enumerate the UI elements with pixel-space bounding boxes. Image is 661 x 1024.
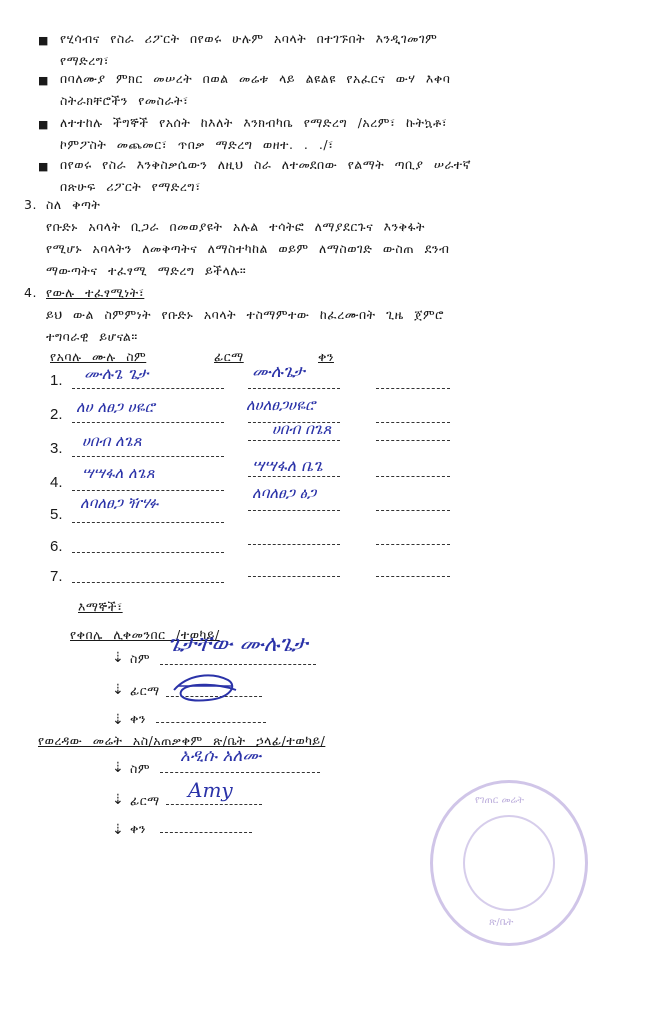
member-signature: ሙሉጌታ xyxy=(252,362,305,382)
name-line xyxy=(72,456,224,457)
bullet-icon: ■ xyxy=(38,34,49,47)
row-number: 6. xyxy=(50,538,63,555)
section-3-title: ስለ ቅጣት xyxy=(46,197,101,212)
date-line xyxy=(376,422,450,423)
name-line xyxy=(72,582,224,583)
section-3-line-3: ማውጣትና ተፈፃሚ ማድረግ ይችላሉ። xyxy=(46,263,247,278)
date-line xyxy=(376,510,450,511)
name-line xyxy=(72,490,224,491)
section-3-line-2: የሚሆኑ አባላትን ለመቅጣትና ለማስተካከል ወይም ለማስወገድ ውስጠ ደንብ xyxy=(46,241,450,256)
office-date-label: ቀን xyxy=(130,821,146,836)
arrow-down-icon: ⇣ xyxy=(112,682,124,698)
kebele-name-label: ስም xyxy=(130,651,151,666)
member-signature: ለባለፀጋ ፅጋ xyxy=(252,484,317,502)
bullet-3-line-1: ለተተከሉ ችግኞች የአሰት ከእለት እንክብካቤ የማድረግ /አረም፣ ኩትኳቶ፣ xyxy=(60,115,448,130)
signature-line xyxy=(248,576,340,577)
bullet-4-line-2: በጽሁፍ ሪፖርት የማድረግ፣ xyxy=(60,179,201,194)
bullet-icon: ■ xyxy=(38,118,49,131)
date-line xyxy=(376,440,450,441)
bullet-3-line-2: ኮምፖስት መጨመር፣ ጥበቃ ማድረግ ወዘተ. . ./፣ xyxy=(60,137,334,152)
signature-line xyxy=(248,440,340,441)
member-signature: ሣሣፋለ ቤጌ xyxy=(252,456,323,475)
stamp-text-top: የገጠር መሬት xyxy=(475,795,525,806)
bullet-1-line-1: የሂሳብና የስራ ሪፖርት በየወሩ ሁሉም አባላት በተገኙበት እንዲገመገም xyxy=(60,31,438,46)
arrow-down-icon: ⇣ xyxy=(112,822,124,838)
kebele-chair-title: የቀበሌ ሊቀመንበር /ተወካይ/ xyxy=(70,627,220,642)
row-number: 3. xyxy=(50,440,63,457)
member-name-handwritten: ሀበብ ለጌጸ xyxy=(82,432,142,450)
signature-line xyxy=(248,544,340,545)
bullet-1-line-2: የማድረግ፣ xyxy=(60,53,110,68)
member-name-handwritten: ለሀ ለፀጋ ሀዬሮ xyxy=(76,398,155,416)
member-signature: ለሀለፀጋሀዬሮ xyxy=(246,396,316,414)
bullet-2-line-1: በባለሙያ ምክር መሠረት በወል መሬቱ ላይ ልዩልዩ የአፈርና ውሃ እቀባ xyxy=(60,71,451,86)
name-line xyxy=(72,388,224,389)
office-name-line xyxy=(160,772,320,773)
member-name-handwritten: ሣሣፋለ ለጌጸ xyxy=(82,464,155,482)
bullet-2-line-2: ስትራክቸሮችን የመስራት፣ xyxy=(60,93,189,108)
witnesses-title: እማኞች፣ xyxy=(78,599,123,614)
member-name-handwritten: ሙሉጌ ጌታ xyxy=(84,364,149,383)
member-name-handwritten: ለባለፀጋ ዥሃፉ xyxy=(80,494,159,512)
section-3-line-1: የቡድኑ አባላት ቢጋራ በመወያዩት አሉል ተሳትፎ ለማያደርጉና እንቅፋት xyxy=(46,219,425,234)
arrow-down-icon: ⇣ xyxy=(112,760,124,776)
date-line xyxy=(376,544,450,545)
stamp-text-bottom: ጽ/ቤት xyxy=(489,917,514,928)
name-line xyxy=(72,422,224,423)
date-line xyxy=(376,388,450,389)
section-4-line-1: ይህ ውል ስምምነት የቡድኑ አባላት ተስማምተው ከፈረሙበት ጊዜ ጀምሮ xyxy=(46,307,444,322)
date-line xyxy=(376,576,450,577)
kebele-signature-scribble xyxy=(168,668,242,708)
kebele-date-line xyxy=(156,722,266,723)
name-line xyxy=(72,522,224,523)
section-4-line-2: ተግባራዊ ይሆናል። xyxy=(46,329,138,344)
office-name-label: ስም xyxy=(130,761,151,776)
bullet-4-line-1: በየወሩ የስራ እንቅስቃሴውን ለዚህ ስራ ለተመደበው የልማት ጣቢያ ሠራተኛ xyxy=(60,157,472,172)
signature-line xyxy=(248,510,340,511)
office-date-line xyxy=(160,832,252,833)
date-line xyxy=(376,476,450,477)
office-name-handwritten: አዲሱ አለሙ xyxy=(180,746,262,766)
signature-line xyxy=(248,476,340,477)
row-number: 1. xyxy=(50,372,63,389)
section-3-number: 3. xyxy=(24,197,37,212)
woreda-office-title: የወረዳው መሬት አስ/አጠቃቀም ጽ/ቤት ኃላፊ/ተወካይ/ xyxy=(38,733,326,748)
office-signature-line xyxy=(166,804,262,805)
arrow-down-icon: ⇣ xyxy=(112,712,124,728)
row-number: 7. xyxy=(50,568,63,585)
official-stamp xyxy=(430,780,588,946)
column-header-date: ቀን xyxy=(318,349,334,364)
bullet-icon: ■ xyxy=(38,160,49,173)
section-4-number: 4. xyxy=(24,285,37,300)
member-signature: ሀበብ በጌጸ xyxy=(272,420,332,438)
bullet-icon: ■ xyxy=(38,74,49,87)
kebele-name-line xyxy=(160,664,316,665)
row-number: 4. xyxy=(50,474,63,491)
arrow-down-icon: ⇣ xyxy=(112,650,124,666)
row-number: 2. xyxy=(50,406,63,423)
kebele-signature-label: ፊርማ xyxy=(130,683,160,698)
kebele-name-handwritten: ጌታቸው ሙሉጌታ xyxy=(168,632,308,657)
office-signature-handwritten: Amy xyxy=(188,778,233,802)
section-4-title: የውሉ ተፈፃሚነት፣ xyxy=(46,285,145,300)
office-signature-label: ፊርማ xyxy=(130,793,160,808)
stamp-inner-ring xyxy=(463,815,555,911)
kebele-date-label: ቀን xyxy=(130,711,146,726)
column-header-name: የአባሉ ሙሉ ስም xyxy=(50,349,147,364)
signature-line xyxy=(248,388,340,389)
name-line xyxy=(72,552,224,553)
row-number: 5. xyxy=(50,506,63,523)
column-header-signature: ፊርማ xyxy=(214,349,244,364)
arrow-down-icon: ⇣ xyxy=(112,792,124,808)
